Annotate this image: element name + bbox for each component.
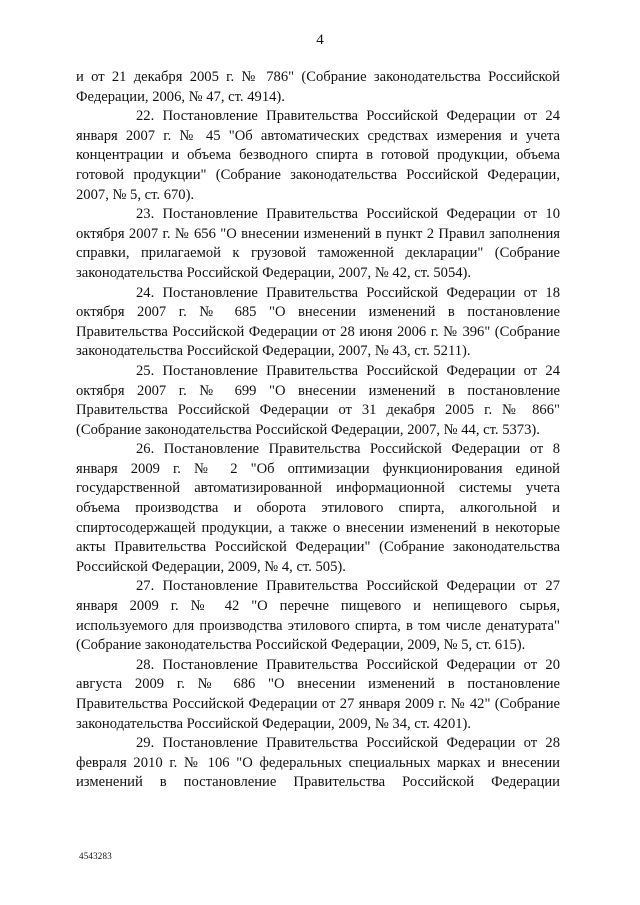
paragraph-continuation: и от 21 декабря 2005 г. № 786" (Собрание законодательства Российской Федерации, 2006, № 47, ст. 4914).	[76, 69, 560, 105]
page-number: 4	[316, 32, 324, 48]
document-id-code: 4543283	[79, 851, 112, 861]
paragraph-item-26: 26. Постановление Правительства Российской Федерации от 8 января 2009 г. № 2 "Об оптимизации функционирования единой государственной автоматизированной информационной системы учета объема производства и оборота этилового спирта, алкогольной и спиртосодержащей продукции, а также о внесении изменений в некоторые акты Правительства Российской Федерации" (Собрание законодательства Российской Федерации, 2009, № 4, ст. 505).	[76, 441, 560, 575]
paragraph-item-28: 28. Постановление Правительства Российской Федерации от 20 августа 2009 г. № 686 "О внесении изменений в постановление Правительства Российской Федерации от 27 января 2009 г. № 42" (Собрание законодательства Российской Федерации, 2009, № 34, ст. 4201).	[76, 656, 560, 732]
paragraph-item-27: 27. Постановление Правительства Российской Федерации от 27 января 2009 г. № 42 "О перечне пищевого и непищевого сырья, используемого для производства этилового спирта, в том числе денатурата" (Собрание законодательства Российской Федерации, 2009, № 5, ст. 615).	[76, 578, 560, 654]
paragraph-item-23: 23. Постановление Правительства Российской Федерации от 10 октября 2007 г. № 656 "О внесении изменений в пункт 2 Правил заполнения справки, прилагаемой к грузовой таможенной декларации" (Собрание законодательства Российской Федерации, 2007, № 42, ст. 5054).	[76, 206, 560, 281]
document-body	[76, 68, 560, 793]
paragraph-item-25: 25. Постановление Правительства Российской Федерации от 24 октября 2007 г. № 699 "О внесении изменений в постановление Правительства Российской Федерации от 31 декабря 2005 г. № 866" (Собрание законодательства Российской Федерации, 2007, № 44, ст. 5373).	[76, 362, 560, 438]
paragraph-item-24: 24. Постановление Правительства Российской Федерации от 18 октября 2007 г. № 685 "О внесении изменений в постановление Правительства Российской Федерации от 28 июня 2006 г. № 396" (Собрание законодательства Российской Федерации, 2007, № 43, ст. 5211).	[76, 284, 560, 360]
paragraph-item-22: 22. Постановление Правительства Российской Федерации от 24 января 2007 г. № 45 "Об автоматических средствах измерения и учета концентрации и объема безводного спирта в готовой продукции, объема готовой продукции" (Собрание законодательства Российской Федерации, 2007, № 5, ст. 670).	[76, 108, 560, 203]
paragraph-item-29: 29. Постановление Правительства Российской Федерации от 28 февраля 2010 г. № 106 "О федеральных специальных марках и внесении изменений в постановление Правительства Российской Федерации	[76, 735, 560, 791]
